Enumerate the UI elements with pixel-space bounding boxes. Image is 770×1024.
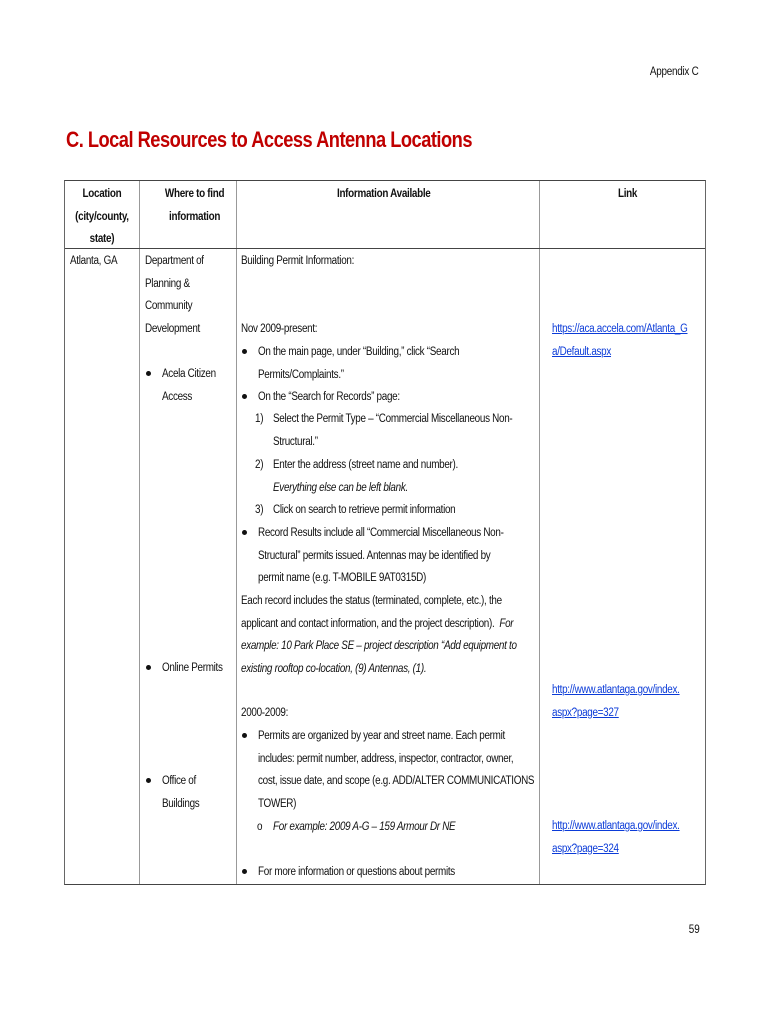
appendix-label: Appendix C (649, 66, 698, 78)
section-title: C. Local Resources to Access Antenna Locations (66, 127, 472, 152)
info-record-description: Each record includes the status (terminated, complete, etc.), the applicant and contact information, and the project description). For example: 10 Park Place SE – project description “Add equipment to existing rooftop co-location, (9) Antennas, (1). (241, 595, 517, 675)
info-period-nov-2009: Nov 2009-present: (241, 323, 318, 335)
step-enter-address: Enter the address (street name and number). Everything else can be left blank. (273, 459, 458, 494)
info-intro: Building Permit Information: (241, 255, 355, 267)
info-period-2000-2009: 2000-2009: (241, 707, 289, 719)
info-sub-example: For example: 2009 A-G – 159 Armour Dr NE (273, 821, 456, 833)
step-number: 2) (255, 459, 264, 471)
link-acela-citizen-access[interactable]: https://aca.accela.com/Atlanta_G a/Default.aspx (552, 323, 688, 358)
column-divider (236, 181, 237, 884)
info-bullet-more-info: For more information or questions about permits (258, 866, 455, 878)
column-divider (139, 181, 140, 884)
header-divider (65, 248, 705, 249)
step-click-search: Click on search to retrieve permit information (273, 504, 456, 516)
where-item-office-of-buildings: Office of Buildings (162, 775, 200, 810)
location-cell: Atlanta, GA (70, 255, 118, 267)
info-bullet-main-page: On the main page, under “Building,” click “Search Permits/Complaints.” (258, 346, 460, 381)
bullet-icon (242, 349, 247, 354)
page-number: 59 (688, 924, 700, 936)
bullet-icon (146, 665, 151, 670)
column-divider (539, 181, 540, 884)
info-bullet-organized-by-year: Permits are organized by year and street name. Each permit includes: permit number, address, inspector, contractor, owner, cost, issue date, and scope (e.g. ADD/ALTER COMMUNICATIONS TOWER) (258, 730, 535, 810)
where-item-acela: Acela Citizen Access (162, 368, 216, 403)
column-header-where: Where to find information (164, 188, 225, 223)
step-select-permit-type: Select the Permit Type – “Commercial Miscellaneous Non- Structural.” (273, 413, 513, 448)
info-bullet-search-records: On the “Search for Records” page: (258, 391, 400, 403)
bullet-icon (146, 778, 151, 783)
resources-table (64, 180, 706, 885)
department-name: Department of Planning & Community Development (145, 255, 204, 335)
step-number: 3) (255, 504, 264, 516)
step-number: 1) (255, 413, 264, 425)
column-header-info: Information Available (337, 188, 431, 200)
bullet-icon (146, 371, 151, 376)
bullet-icon (242, 869, 247, 874)
bullet-icon (242, 733, 247, 738)
where-item-online-permits: Online Permits (162, 662, 223, 674)
column-header-location: Location (city/county, state) (75, 188, 129, 245)
sub-bullet-marker: o (257, 821, 263, 833)
bullet-icon (242, 394, 247, 399)
bullet-icon (242, 530, 247, 535)
link-online-permits[interactable]: http://www.atlantaga.gov/index. aspx?page=327 (552, 684, 680, 719)
column-header-link: Link (618, 188, 638, 200)
info-bullet-record-results: Record Results include all “Commercial Miscellaneous Non- Structural” permits issued. Antennas may be identified by permit name (e.g. T-MOBILE 9AT0315D) (258, 527, 504, 584)
link-office-of-buildings[interactable]: http://www.atlantaga.gov/index. aspx?page=324 (552, 820, 680, 855)
